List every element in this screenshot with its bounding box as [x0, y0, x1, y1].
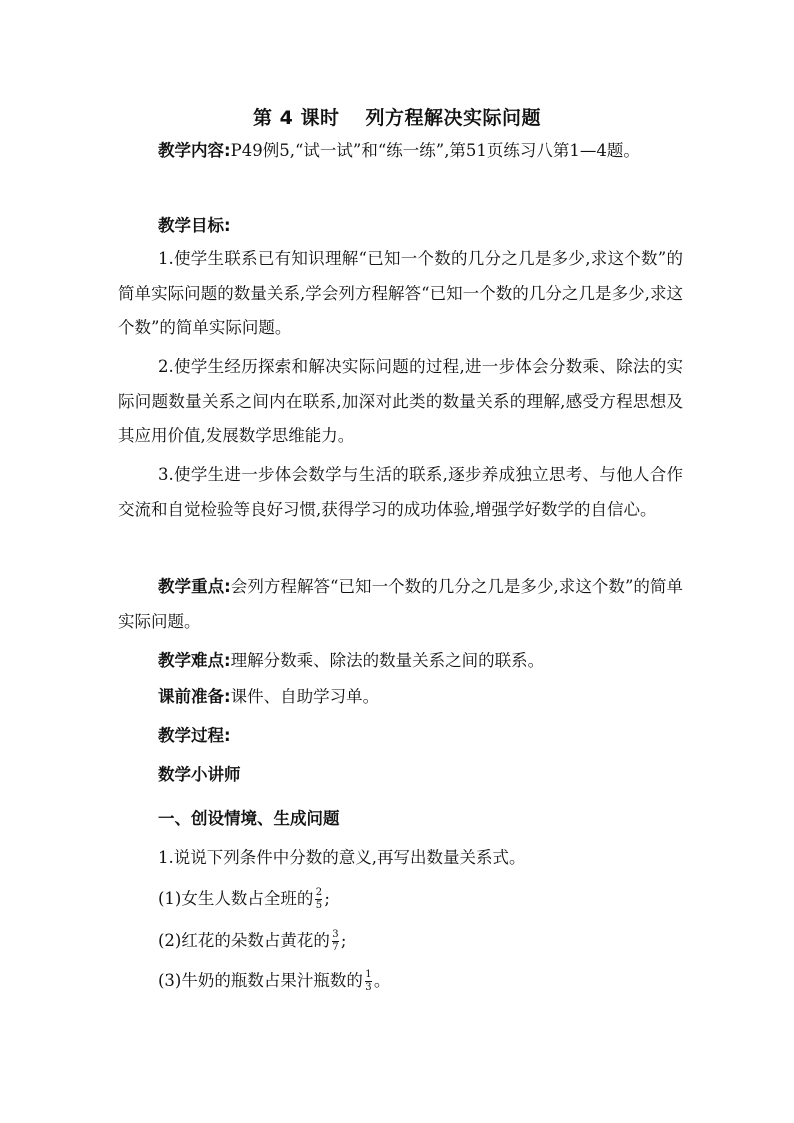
exercise-item-2-text: (2)红花的朵数占黄花的: [158, 931, 330, 950]
preparation-label: 课前准备:: [158, 687, 231, 706]
teaching-content-text: P49例5,“试一试”和“练一练”,第51页练习八第1—4题。: [230, 141, 640, 160]
exercise-item-1-text: (1)女生人数占全班的: [158, 889, 314, 908]
objective-item-2: 2.使学生经历探索和解决实际问题的过程,进一步体会分数乘、除法的实际问题数量关系之间内在联系,加深对此类的数量关系的理解,感受方程思想及其应用价值,发展数学思维能力。: [118, 357, 683, 445]
fraction-numerator: 3: [332, 929, 339, 940]
exercise-item-3-suffix: 。: [373, 971, 391, 990]
exercise-item-2: [158, 927, 346, 953]
fraction-numerator: 1: [365, 969, 372, 980]
process-label: 教学过程:: [158, 726, 231, 745]
title-topic: 列方程解决实际问题: [365, 107, 541, 129]
exercise-item-2-suffix: ;: [340, 931, 347, 950]
fraction-numerator: 2: [315, 887, 323, 898]
exercise-item-1-suffix: ;: [324, 889, 330, 908]
key-point-label: 教学重点:: [158, 577, 231, 596]
lecturer-label: 数学小讲师: [158, 765, 241, 784]
difficulty-text: 理解分数乘、除法的数量关系之间的联系。: [230, 651, 545, 670]
page-title: [0, 103, 794, 130]
difficulty: [118, 644, 683, 679]
title-lesson-number: 第 4 课时: [253, 107, 340, 129]
teaching-content: [118, 134, 683, 169]
fraction-denominator: 7: [332, 942, 339, 953]
key-point: [118, 570, 683, 639]
teaching-content-label: 教学内容:: [158, 141, 231, 160]
preparation-text: 课件、自助学习单。: [230, 687, 380, 706]
key-point-text: 会列方程解答“已知一个数的几分之几是多少,求这个数”的简单实际问题。: [118, 577, 683, 631]
objective-item-3: 3.使学生进一步体会数学与生活的联系,逐步养成独立思考、与他人合作交流和自觉检验等良好习惯,获得学习的成功体验,增强学好数学的自信心。: [118, 465, 683, 519]
difficulty-label: 教学难点:: [158, 651, 231, 670]
fraction-3-7: [332, 930, 339, 953]
exercise-item-1: [158, 885, 330, 911]
fraction-denominator: 5: [315, 900, 323, 911]
fraction-2-5: [315, 888, 322, 911]
section-heading: 一、创设情境、生成问题: [158, 809, 340, 828]
objectives-label: 教学目标:: [158, 216, 231, 235]
objective-item-1: 1.使学生联系已有知识理解“已知一个数的几分之几是多少,求这个数”的简单实际问题的数量关系,学会列方程解答“已知一个数的几分之几是多少,求这个数”的简单实际问题。: [118, 249, 683, 337]
fraction-denominator: 3: [365, 982, 372, 993]
exercise-item-3: [158, 967, 390, 993]
preparation: [118, 680, 683, 715]
exercise-item-3-text: (3)牛奶的瓶数占果汁瓶数的: [158, 971, 363, 990]
exercise-intro: 1.说说下列条件中分数的意义,再写出数量关系式。: [158, 848, 526, 867]
fraction-1-3: [365, 970, 372, 993]
